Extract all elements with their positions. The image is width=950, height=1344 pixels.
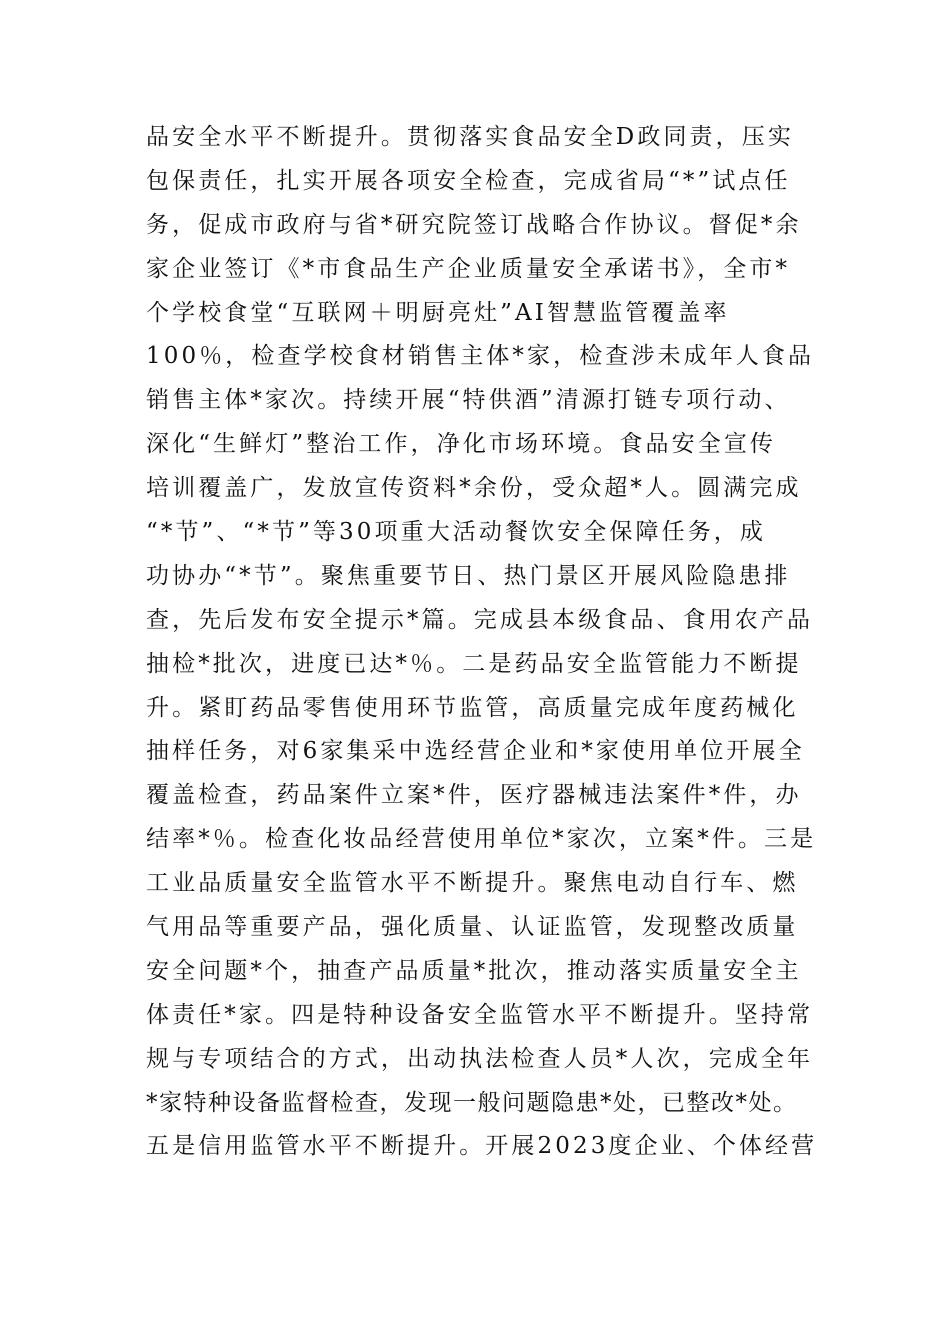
text-line: 抽样任务，对6家集采中选经营企业和*家使用单位开展全 [146,738,805,765]
text-line: 务，促成市政府与省*研究院签订战略合作协议。督促*余 [146,211,802,238]
text-line: 品安全水平不断提升。贯彻落实食品安全D政同责，压实 [146,124,794,150]
text-line: 规与专项结合的方式，出动执法检查人员*人次，完成全年 [146,1045,814,1072]
text-line: 家企业签订《*市食品生产企业质量安全承诺书》，全市* [146,255,791,282]
text-line: 气用品等重要产品，强化质量、认证监管，发现整改质量 [146,914,799,941]
body-paragraph [146,116,818,1169]
text-line: 销售主体*家次。持续开展“特供酒”清源打链专项行动、 [146,387,791,414]
text-line: 培训覆盖广，发放宣传资料*余份，受众超*人。圆满完成 [146,475,802,502]
text-line: 功协办“*节”。聚焦重要节日、热门景区开展风险隐患排 [146,562,791,589]
text-line: 个学校食堂“互联网＋明厨亮灶”AI智慧监管覆盖率 [146,299,730,326]
text-line: 体责任*家。四是特种设备安全监管水平不断提升。坚持常 [146,1001,814,1028]
text-line: “*节”、“*节”等30项重大活动餐饮安全保障任务，成 [146,519,766,546]
text-line: 100％，检查学校食材销售主体*家，检查涉未成年人食品 [146,343,815,370]
text-line: 五是信用监管水平不断提升。开展2023度企业、个体经营 [146,1133,818,1160]
text-line: 安全问题*个，抽查产品质量*批次，推动落实质量安全主 [146,957,802,984]
text-line: 工业品质量安全监管水平不断提升。聚焦电动自行车、燃 [146,870,799,897]
text-line: 抽检*批次，进度已达*％。二是药品安全监管能力不断提 [146,650,802,677]
text-line: 结率*％。检查化妆品经营使用单位*家次，立案*件。三是 [146,826,817,853]
text-line: 包保责任，扎实开展各项安全检查，完成省局“*”试点任 [146,167,791,194]
text-line: 覆盖检查，药品案件立案*件，医疗器械违法案件*件，办 [146,782,802,809]
text-line: *家特种设备监督检查，发现一般问题隐患*处，已整改*处。 [146,1089,798,1116]
text-line: 查，先后发布安全提示*篇。完成县本级食品、食用农产品 [146,606,814,633]
text-line: 深化“生鲜灯”整治工作，净化市场环境。食品安全宣传 [146,431,777,458]
text-line: 升。紧盯药品零售使用环节监管，高质量完成年度药械化 [146,694,799,721]
